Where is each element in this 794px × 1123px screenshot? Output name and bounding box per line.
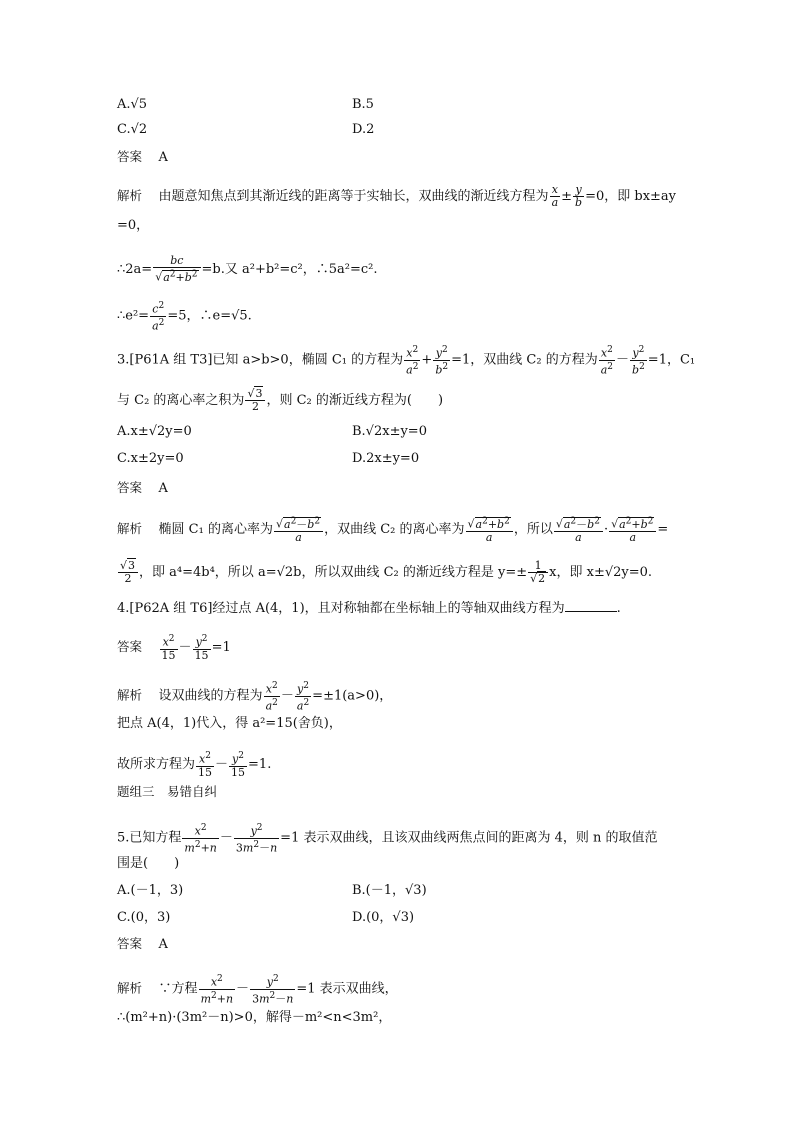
q-prev-option-c: C.√2 bbox=[117, 122, 148, 137]
q5-analysis-line-1: 解析 ∵方程 $\frac{x^2}{m^2+n}$ － $\frac{y^2}{3m^2-n}$ =1 表示双曲线， bbox=[117, 974, 398, 1006]
fraction-x2-over-a2: $\frac{x^2}{a^2}$ bbox=[600, 345, 613, 377]
q5-option-c: C.(0，3) bbox=[117, 910, 171, 925]
q4-analysis-line-1: 解析 设双曲线的方程为 $\frac{x^2}{a^2}$ － $\frac{y^2}{a^2}$ =±1(a>0)， bbox=[117, 681, 393, 713]
fraction-ellipse-eccentricity: $\frac{√a^2-b^2}{a}$ bbox=[554, 515, 603, 544]
q-prev-analysis-text: ∴2a= bbox=[117, 261, 153, 277]
q-prev-analysis-text: ∴e²= bbox=[117, 308, 150, 324]
q5-option-d: D.(0，√3) bbox=[352, 910, 415, 925]
fraction-y2-over-15: $\frac{y^2}{15}$ bbox=[231, 751, 246, 779]
q5-analysis-text: =1 表示双曲线， bbox=[296, 981, 398, 997]
q4-analysis-text: 设双曲线的方程为 bbox=[158, 688, 263, 704]
fraction-x2-over-a2: $\frac{x^2}{a^2}$ bbox=[406, 345, 419, 377]
fraction-hyperbola-eccentricity: $\frac{√a^2+b^2}{a}$ bbox=[609, 515, 656, 544]
fraction-x2-over-15: $\frac{x^2}{15}$ bbox=[161, 634, 176, 662]
q4-stem-text: . bbox=[616, 601, 621, 616]
answer-label: 答案 bbox=[117, 638, 143, 654]
q-prev-analysis-line-3 bbox=[117, 255, 378, 284]
q4-answer: =1 bbox=[211, 639, 231, 655]
q4-stem-line bbox=[117, 599, 621, 617]
fraction-root3-over-2: $\frac{√3}{2}$ bbox=[118, 560, 138, 585]
answer-label: 答案 bbox=[117, 480, 143, 495]
q3-option-b: B.√2x±y=0 bbox=[352, 424, 427, 439]
fraction-y-over-b: $\frac{y}{b}$ bbox=[575, 183, 583, 209]
q-prev-analysis-line-1: 解析 由题意知焦点到其渐近线的距离等于实轴长，双曲线的渐近线方程为 $\frac{x}{a}$ ± $\frac{y}{b}$ =0，即 bx±ay bbox=[117, 183, 677, 209]
q-prev-option-b: B.5 bbox=[352, 97, 374, 112]
q5-analysis-line-2: ∴(m²+n)·(3m²－n)>0，解得－m²<n<3m²， bbox=[117, 1010, 392, 1025]
q3-analysis-text: ，即 a⁴=4b⁴，所以 a=√2b，所以双曲线 C₂ 的渐近线方程是 y=± bbox=[139, 565, 528, 580]
q4-analysis-text: 故所求方程为 bbox=[117, 756, 196, 772]
q3-analysis-text: ，双曲线 C₂ 的离心率为 bbox=[324, 521, 465, 537]
q5-analysis-text: ∵方程 bbox=[158, 981, 198, 997]
fraction-y2-over-a2: $\frac{y^2}{a^2}$ bbox=[296, 681, 310, 713]
q3-option-a: A.x±√2y=0 bbox=[117, 424, 192, 439]
q3-stem-text: 与 C₂ 的离心率之积为 bbox=[117, 393, 245, 408]
q3-answer-line bbox=[117, 480, 168, 497]
q3-stem-text: =1，C₁ bbox=[647, 352, 696, 368]
q5-option-b: B.(－1，√3) bbox=[352, 883, 427, 898]
fraction-x2-over-a2: $\frac{x^2}{a^2}$ bbox=[265, 681, 278, 713]
q4-analysis-text: =1. bbox=[248, 756, 272, 772]
q3-analysis-line-2 bbox=[117, 560, 652, 585]
analysis-label: 解析 bbox=[117, 188, 143, 203]
fraction-bc-over-root: $\frac{bc}{√a^2+b^2}$ bbox=[153, 255, 200, 284]
q3-analysis-text: = bbox=[657, 521, 669, 537]
q5-answer: A bbox=[158, 937, 168, 952]
q3-stem-text: ，则 C₂ 的渐近线方程为( ) bbox=[266, 393, 444, 408]
q5-answer-line bbox=[117, 936, 168, 953]
q3-analysis-text: 椭圆 C₁ 的离心率为 bbox=[158, 521, 273, 537]
q-prev-option-a: A.√5 bbox=[117, 97, 148, 112]
fraction-y2-over-b2: $\frac{y^2}{b^2}$ bbox=[435, 345, 449, 377]
q5-option-a: A.(－1，3) bbox=[117, 883, 184, 898]
q-prev-option-d: D.2 bbox=[352, 122, 375, 137]
q4-analysis-text: =±1(a>0)， bbox=[312, 688, 393, 704]
q3-option-c: C.x±2y=0 bbox=[117, 451, 184, 466]
q4-analysis-line-2: 把点 A(4，1)代入，得 a²=15(舍负)， bbox=[117, 716, 342, 731]
fraction-y2-over-15: $\frac{y^2}{15}$ bbox=[194, 634, 209, 662]
fraction-x2-over-15: $\frac{x^2}{15}$ bbox=[198, 751, 213, 779]
fraction-root3-over-2: $\frac{√3}{2}$ bbox=[245, 388, 265, 413]
q3-option-d: D.2x±y=0 bbox=[352, 451, 420, 466]
q-prev-analysis-line-2: =0， bbox=[117, 218, 150, 233]
fraction-x-over-a: $\frac{x}{a}$ bbox=[551, 183, 559, 209]
q-prev-answer-line bbox=[117, 149, 168, 166]
q-prev-analysis-text: 由题意知焦点到其渐近线的距离等于实轴长，双曲线的渐近线方程为 bbox=[158, 189, 549, 204]
q5-stem-line-2: 围是( ) bbox=[117, 856, 180, 871]
q-prev-analysis-text: =5，∴e=√5. bbox=[167, 308, 252, 324]
answer-label: 答案 bbox=[117, 149, 143, 164]
q3-analysis-line-1: 解析 椭圆 C₁ 的离心率为 $\frac{√a^2-b^2}{a}$ ，双曲线 C₂ 的离心率为 $\frac{√a^2+b^2}{a}$ ，所以 $\frac{√a^2-b^2}{a}$ · $\frac{√a^2+b^2}{a}$ = bbox=[117, 516, 669, 544]
q3-analysis-text: x，即 x±√2y=0. bbox=[549, 565, 653, 580]
q5-stem-line-1: 5.已知方程 $\frac{x^2}{m^2+n}$ － $\frac{y^2}{3m^2-n}$ =1 表示双曲线，且该双曲线两焦点间的距离为 4，则 n 的取值范 bbox=[117, 823, 658, 855]
q-prev-analysis-text: =b.又 a²+b²=c²，∴5a²=c². bbox=[201, 261, 378, 277]
answer-label: 答案 bbox=[117, 936, 143, 951]
analysis-label: 解析 bbox=[117, 687, 143, 703]
q3-answer: A bbox=[158, 481, 168, 496]
fraction-hyperbola-eccentricity: $\frac{√a^2+b^2}{a}$ bbox=[466, 515, 513, 544]
fraction-x2-over-m2-plus-n: $\frac{x^2}{m^2+n}$ bbox=[184, 823, 217, 855]
q-prev-analysis-line-4 bbox=[117, 300, 252, 332]
q3-stem-text: 3.[P61A 组 T3]已知 a>b>0，椭圆 C₁ 的方程为 bbox=[117, 352, 404, 368]
q4-stem-text: 4.[P62A 组 T6]经过点 A(4，1)，且对称轴都在坐标轴上的等轴双曲线方程为 bbox=[117, 601, 565, 616]
fraction-c2-over-a2: $\frac{c^2}{a^2}$ bbox=[152, 301, 165, 333]
answer-blank bbox=[565, 599, 617, 612]
fraction-ellipse-eccentricity: $\frac{√a^2-b^2}{a}$ bbox=[274, 515, 323, 544]
analysis-label: 解析 bbox=[117, 520, 143, 536]
q3-analysis-text: ，所以 bbox=[513, 521, 553, 537]
q5-stem-text: 5.已知方程 bbox=[117, 830, 182, 846]
q4-analysis-line-3: 故所求方程为 $\frac{x^2}{15}$ － $\frac{y^2}{15}$ =1. bbox=[117, 751, 272, 779]
fraction-y2-over-3m2-minus-n: $\frac{y^2}{3m^2-n}$ bbox=[235, 823, 278, 855]
q-prev-answer: A bbox=[158, 150, 168, 165]
q-prev-analysis-text: =0，即 bx±ay bbox=[585, 189, 677, 204]
section-heading: 题组三 易错自纠 bbox=[117, 784, 218, 799]
q3-stem-text: =1，双曲线 C₂ 的方程为 bbox=[451, 352, 598, 368]
fraction-x2-over-m2-plus-n: $\frac{x^2}{m^2+n}$ bbox=[200, 974, 234, 1006]
q4-answer-line: 答案 $\frac{x^2}{15}$ － $\frac{y^2}{15}$ =1 bbox=[117, 634, 231, 662]
analysis-label: 解析 bbox=[117, 980, 143, 996]
fraction-1-over-root2: $\frac{1}{√2}$ bbox=[528, 560, 548, 585]
q3-stem-line-1: 3.[P61A 组 T3]已知 a>b>0，椭圆 C₁ 的方程为 $\frac{x^2}{a^2}$ + $\frac{y^2}{b^2}$ =1，双曲线 C₂ 的方程为 $\frac{x^2}{a^2}$ － $\frac{y^2}{b^2}$ =1，C₁ bbox=[117, 345, 696, 377]
fraction-y2-over-b2: $\frac{y^2}{b^2}$ bbox=[632, 345, 645, 377]
q3-stem-line-2 bbox=[117, 388, 443, 413]
q5-stem-text: =1 表示双曲线，且该双曲线两焦点间的距离为 4，则 n 的取值范 bbox=[280, 830, 658, 846]
fraction-y2-over-3m2-minus-n: $\frac{y^2}{3m^2-n}$ bbox=[252, 974, 294, 1006]
